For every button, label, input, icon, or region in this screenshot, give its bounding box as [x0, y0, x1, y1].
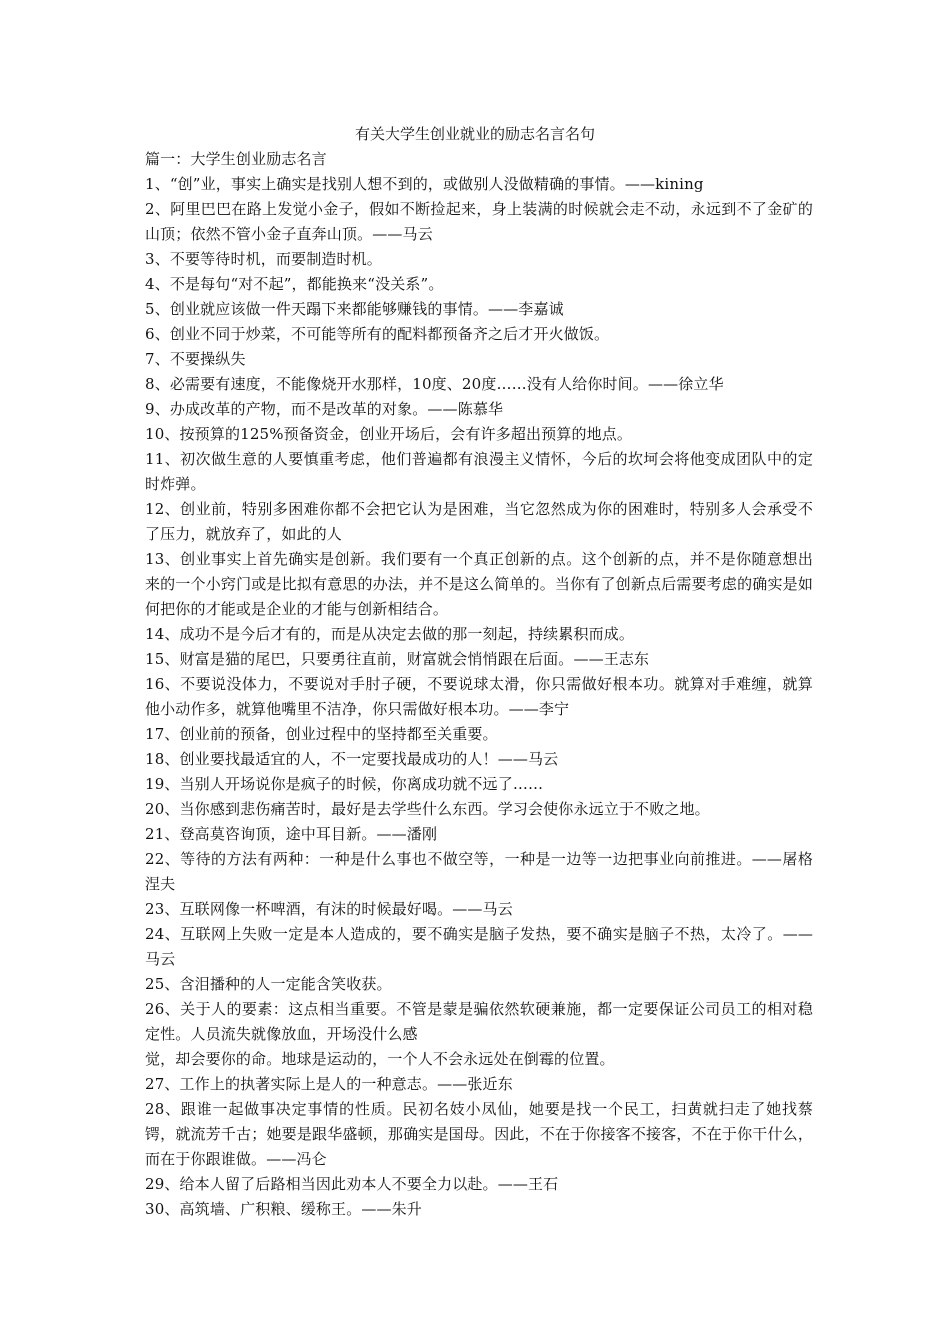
quote-paragraph: 30、高筑墙、广积粮、缓称王。——朱升	[145, 1200, 422, 1218]
quote-paragraph: 21、登高莫咨询顶，途中耳目新。——潘刚	[145, 825, 438, 843]
quote-paragraph: 22、等待的方法有两种：一种是什么事也不做空等，一种是一边等一边把事业向前推进。——屠格涅夫	[145, 850, 813, 893]
quote-paragraph: 14、成功不是今后才有的，而是从决定去做的那一刻起，持续累积而成。	[145, 625, 635, 643]
quote-paragraph: 11、初次做生意的人要慎重考虑，他们普遍都有浪漫主义情怀，今后的坎坷会将他变成团队中的定时炸弹。	[145, 450, 813, 493]
quote-paragraph: 1、“创”业，事实上确实是找别人想不到的，或做别人没做精确的事情。——kining	[145, 175, 704, 193]
document-page	[145, 122, 813, 1222]
quote-paragraph: 10、按预算的125%预备资金，创业开场后，会有许多超出预算的地点。	[145, 425, 633, 443]
quote-paragraph: 觉，却会要你的命。地球是运动的，一个人不会永远处在倒霉的位置。	[145, 1050, 615, 1068]
quote-paragraph: 12、创业前，特别多困难你都不会把它认为是困难，当它忽然成为你的困难时，特别多人会承受不了压力，就放弃了，如此的人	[145, 500, 813, 543]
quote-paragraph: 8、必需要有速度，不能像烧开水那样，10度、20度……没有人给你时间。——徐立华	[145, 375, 724, 393]
quote-paragraph: 25、含泪播种的人一定能含笑收获。	[145, 975, 392, 993]
quote-paragraph: 18、创业要找最适宜的人，不一定要找最成功的人！——马云	[145, 750, 559, 768]
quote-paragraph: 28、跟谁一起做事决定事情的性质。民初名妓小凤仙，她要是找一个民工，扫黄就扫走了她找蔡锷，就流芳千古；她要是跟华盛顿，那确实是国母。因此，不在于你接客不接客，不在于你干什么，而在于你跟谁做。——冯仑	[145, 1100, 813, 1168]
quote-paragraph: 20、当你感到悲伤痛苦时，最好是去学些什么东西。学习会使你永远立于不败之地。	[145, 800, 710, 818]
quote-paragraph: 17、创业前的预备，创业过程中的坚持都至关重要。	[145, 725, 498, 743]
quote-paragraph: 27、工作上的执著实际上是人的一种意志。——张近东	[145, 1075, 513, 1093]
quote-paragraph: 3、不要等待时机，而要制造时机。	[145, 250, 382, 268]
quote-paragraph: 24、互联网上失败一定是本人造成的，要不确实是脑子发热，要不确实是脑子不热，太冷了。——马云	[145, 925, 813, 968]
quote-paragraph: 4、不是每句“对不起”，都能换来“没关系”。	[145, 275, 444, 293]
quote-paragraph: 16、不要说没体力，不要说对手肘子硬，不要说球太滑，你只需做好根本功。就算对手难缠，就算他小动作多，就算他嘴里不洁净，你只需做好根本功。——李宁	[145, 675, 813, 718]
quote-paragraph: 6、创业不同于炒菜，不可能等所有的配料都预备齐之后才开火做饭。	[145, 325, 610, 343]
quote-paragraph: 19、当别人开场说你是疯子的时候，你离成功就不远了……	[145, 775, 544, 793]
quote-paragraph: 13、创业事实上首先确实是创新。我们要有一个真正创新的点。这个创新的点，并不是你随意想出来的一个小窍门或是比拟有意思的办法，并不是这么简单的。当你有了创新点后需要考虑的确实是如何把你的才能或是企业的才能与创新相结合。	[145, 550, 813, 618]
quote-paragraph: 9、办成改革的产物，而不是改革的对象。——陈慕华	[145, 400, 504, 418]
quote-paragraph: 15、财富是猫的尾巴，只要勇往直前，财富就会悄悄跟在后面。——王志东	[145, 650, 650, 668]
quote-paragraph: 2、阿里巴巴在路上发觉小金子，假如不断捡起来，身上装满的时候就会走不动，永远到不了金矿的山顶；依然不管小金子直奔山顶。——马云	[145, 200, 813, 243]
quote-paragraph: 29、给本人留了后路相当因此劝本人不要全力以赴。——王石	[145, 1175, 559, 1193]
quote-paragraph: 23、互联网像一杯啤酒，有沫的时候最好喝。——马云	[145, 900, 513, 918]
quote-paragraph: 26、关于人的要素：这点相当重要。不管是蒙是骗依然软硬兼施，都一定要保证公司员工的相对稳定性。人员流失就像放血，开场没什么感	[145, 1000, 813, 1043]
document-title: 有关大学生创业就业的励志名言名句	[354, 125, 595, 143]
section-heading: 篇一：大学生创业励志名言	[145, 150, 327, 168]
quote-paragraph: 5、创业就应该做一件天蹋下来都能够赚钱的事情。——李嘉诚	[145, 300, 564, 318]
quote-paragraph: 7、不要操纵失	[145, 350, 246, 368]
